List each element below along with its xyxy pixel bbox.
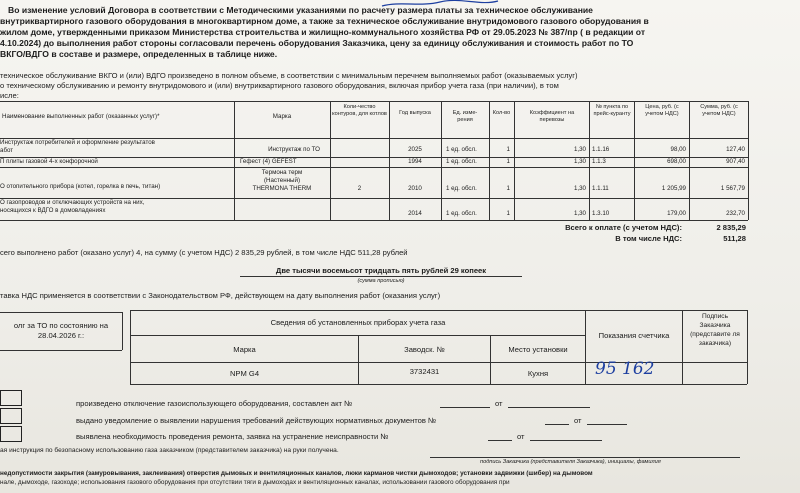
- meter-col-place: Место установки: [508, 345, 568, 354]
- row-name-line: О отопительного прибора (котел, горелка в печь, титан): [0, 183, 161, 190]
- scope-line-3: исле:: [0, 91, 19, 100]
- scope-line-1: техническое обслуживание ВКГО и (или) ВДГО произведено в полном объеме, в соответствии с минимальным перечнем выполняемых работ (оказываемых услуг): [0, 71, 578, 80]
- row-sum: 232,70: [726, 210, 745, 217]
- row-name-line: Инструктаж потребителей и оформление результатов: [0, 139, 155, 146]
- debt-label: олг за ТО по состоянию на: [13, 321, 109, 330]
- check-notice-from: от: [574, 416, 582, 425]
- checkbox-disconnection[interactable]: [0, 390, 22, 406]
- row-name-line: П плиты газовой 4-х конфорочной: [0, 158, 98, 165]
- total-value: 2 835,29: [716, 223, 746, 232]
- meter-brand: NPM G4: [229, 369, 260, 378]
- vat-note: тавка НДС применяется в соответствии с Законодательством РФ, действующем на дату выполнения работ (оказания услуг): [0, 291, 441, 300]
- check-disconnection-text: произведено отключение газоиспользующего оборудования, составлен акт №: [76, 399, 353, 408]
- intro-line-4: 4.10.2024) до выполнения работ стороны согласовали перечень оборудования Заказчика, цену за единицу обслуживания и стоимость работ по ТО: [0, 38, 634, 48]
- header-unit: Ед. изме-рения: [452, 110, 478, 123]
- check-notice-text: выдано уведомление о выявлении нарушения требований действующих нормативных документов №: [76, 416, 437, 425]
- check-disconnection-from: от: [495, 399, 503, 408]
- intro-line-2: внутриквартирного газового оборудования в многоквартирном доме, а также за техническое обслуживание внутридомового газового оборудования в: [0, 16, 649, 26]
- row-brand-line: THERMONA THERM: [252, 185, 312, 192]
- row-brand-line: (Настенный): [263, 177, 301, 184]
- intro-line-3: жилом доме, утвержденными приказом Министерства строительства и жилищно-коммунального хозяйства РФ от 29.05.2023 № 387/пр ( в редакции от: [0, 27, 646, 37]
- instructions-received: ая инструкция по безопасному использованию газа заказчиком (представителем заказчика) на руки получена.: [0, 447, 339, 454]
- vat-value: 511,28: [723, 234, 746, 243]
- row-unit: 1 ед. обсл.: [446, 158, 477, 165]
- amount-in-words-caption: (сумма прописью): [357, 278, 405, 284]
- row-brand-line: Термона терм: [261, 169, 303, 176]
- row-year: 1994: [408, 158, 422, 165]
- row-price: 98,00: [670, 146, 686, 153]
- vat-label: В том числе НДС:: [615, 234, 682, 243]
- row-unit: 1 ед. обсл.: [446, 185, 477, 192]
- row-circuits: 2: [357, 185, 362, 192]
- checkbox-repair[interactable]: [0, 426, 22, 442]
- row-year: 2010: [408, 185, 422, 192]
- row-name-line: абот: [0, 147, 14, 154]
- total-label: Всего к оплате (с учетом НДС):: [565, 223, 682, 232]
- header-qty: Кол-во: [492, 110, 511, 116]
- header-coef: Коэффициент на перевозы: [529, 110, 575, 123]
- row-brand: Инструктаж по ТО: [268, 146, 320, 153]
- row-unit: 1 ед. обсл.: [446, 146, 477, 153]
- meter-col-reading: Показания счетчика: [598, 331, 670, 340]
- intro-line-1: Во изменение условий Договора в соответствии с Методическими указаниями по расчету размера платы за техническое обслуживание: [8, 5, 593, 15]
- row-price: 179,00: [667, 210, 686, 217]
- row-sum: 1 567,79: [720, 185, 745, 192]
- meter-title: Сведения об установленных приборах учета газа: [270, 318, 446, 327]
- row-coef: 1,30: [573, 146, 586, 153]
- row-name-line: носящихся к ВДГО в домовладениях: [0, 207, 106, 214]
- meter-col-brand: Марка: [233, 345, 256, 354]
- meter-col-serial: Заводск. №: [404, 345, 445, 354]
- row-item: 1.3.10: [592, 210, 610, 217]
- meter-col-signature: Подпись Заказчика (представите ля заказчика): [690, 313, 740, 347]
- signature-caption: подпись Заказчика (представителя Заказчика), инициалы, фамилия: [480, 459, 661, 465]
- row-price: 698,00: [667, 158, 686, 165]
- row-qty: 1: [506, 210, 510, 217]
- footer-line-1: недопустимости закрытия (замуровывания, заклеивания) отверстия дымовых и вентиляционных каналов, люки карманов чистки дымоходов; установки задвижки (шибер) на дымовом: [0, 470, 593, 477]
- row-price: 1 205,99: [661, 185, 686, 192]
- row-sum: 907,40: [726, 158, 745, 165]
- row-unit: 1 ед. обсл.: [446, 210, 477, 217]
- row-qty: 1: [506, 185, 510, 192]
- footer-line-2: нале, дымоходе, газоходе; использования газового оборудования при отсутствии тяги в дымоходах и вентиляционных каналах, использовании газового оборудования при: [0, 479, 510, 486]
- row-qty: 1: [506, 146, 510, 153]
- row-qty: 1: [506, 158, 510, 165]
- header-circuits: Коли-чество контуров, для котлов: [332, 104, 387, 117]
- check-repair-from: от: [517, 432, 525, 441]
- row-coef: 1,30: [573, 210, 586, 217]
- header-item: № пункта по прейс-куранту: [593, 104, 631, 117]
- row-name-line: О газопроводов и отключающих устройств на них,: [0, 199, 145, 206]
- header-name: Наименование выполненных работ (оказанных услуг)*: [2, 113, 160, 120]
- meter-reading-handwritten: 95 162: [595, 359, 655, 379]
- row-sum: 127,40: [726, 146, 745, 153]
- row-item: 1.1.11: [592, 185, 609, 192]
- row-year: 2014: [408, 210, 422, 217]
- row-item: 1.1.3: [592, 158, 606, 165]
- header-sum: Сумма, руб. (с учетом НДС): [700, 104, 738, 117]
- debt-date: 28.04.2026 г.:: [37, 331, 85, 340]
- summary-line: сего выполнено работ (оказано услуг) 4, на сумму (с учетом НДС) 2 835,29 рублей, в том числе НДС 511,28 рублей: [0, 248, 408, 257]
- intro-line-5: ВКГО/ВДГО в составе и размере, определенных в таблице ниже.: [0, 49, 278, 59]
- checkbox-notice[interactable]: [0, 408, 22, 424]
- header-price: Цена, руб. (с учетом НДС): [645, 104, 679, 117]
- amount-in-words: Две тысячи восемьсот тридцать пять рублей 29 копеек: [275, 266, 487, 275]
- row-year: 2025: [408, 146, 422, 153]
- header-year: Год выпуска: [399, 110, 431, 116]
- meter-serial: 3732431: [409, 367, 440, 376]
- header-brand: Марка: [272, 113, 292, 120]
- row-brand: Гефест (4) GEFEST: [240, 158, 297, 165]
- check-repair-text: выявлена необходимость проведения ремонта, заявка на устранение неисправности №: [76, 432, 389, 441]
- row-item: 1.1.16: [592, 146, 610, 153]
- row-coef: 1,30: [573, 185, 586, 192]
- scope-line-2: о техническому обслуживанию и ремонту внутридомового и (или) внутриквартирного газового оборудования, включая прибор учета газа (при наличии), в том: [0, 81, 559, 90]
- meter-place: Кухня: [527, 369, 549, 378]
- row-coef: 1,30: [573, 158, 586, 165]
